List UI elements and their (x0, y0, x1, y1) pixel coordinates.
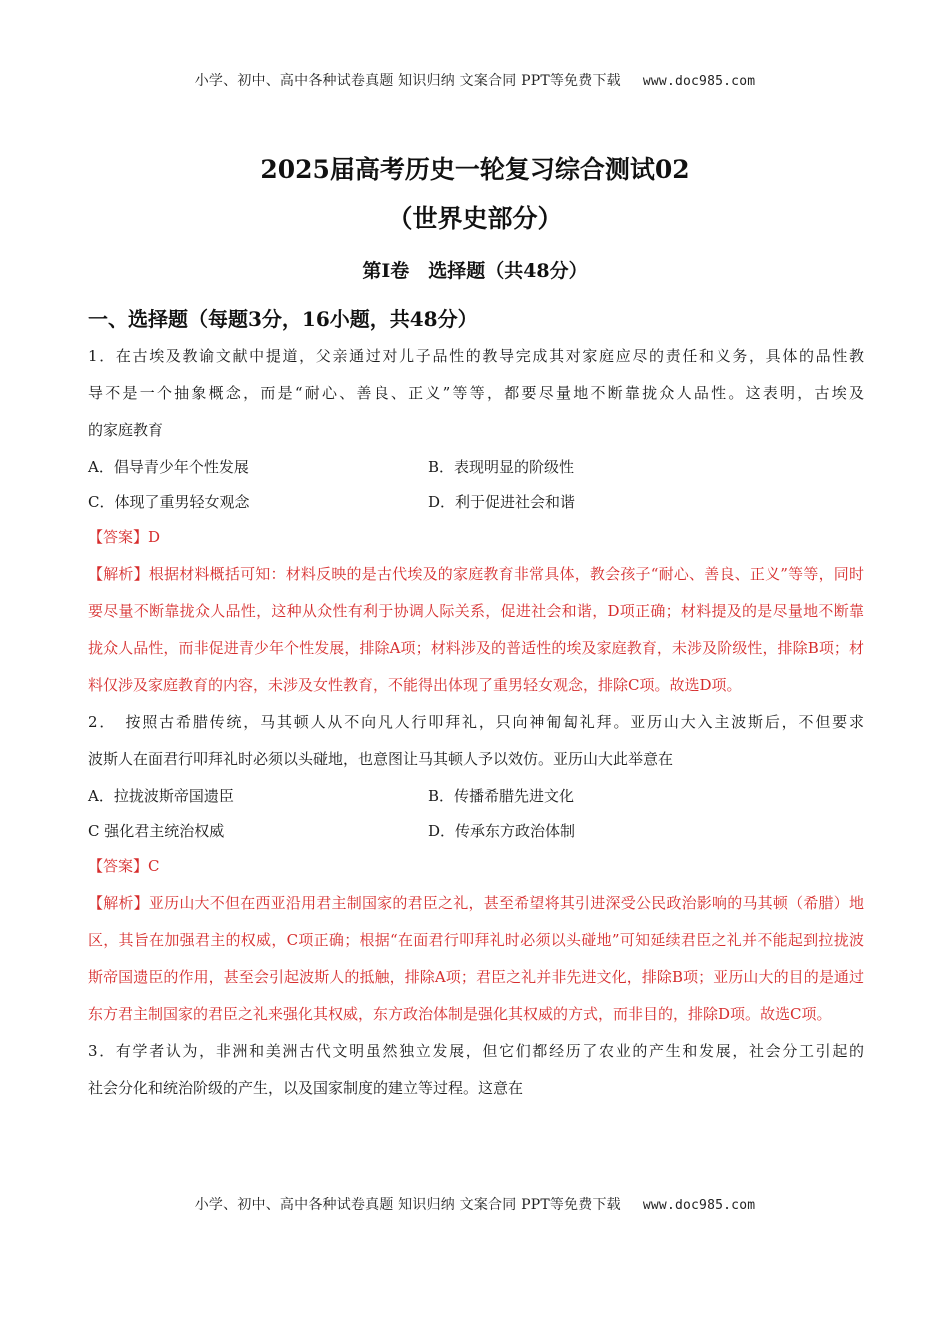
q2-option-d: D．传承东方政治体制 (428, 822, 576, 840)
q1-options-row-1 (88, 449, 864, 484)
q1-options-row-2 (88, 484, 864, 519)
footer-text: 小学、初中、高中各种试卷真题 知识归纳 文案合同 PPT等免费下载 (194, 1197, 621, 1213)
header-text: 小学、初中、高中各种试卷真题 知识归纳 文案合同 PPT等免费下载 (194, 73, 621, 89)
section-title: 第Ⅰ卷 选择题（共48分） (362, 260, 588, 282)
q1-option-c: C．体现了重男轻女观念 (88, 493, 250, 511)
question-3 (88, 1033, 864, 1107)
q1-stem-line-3: 的家庭教育 (88, 421, 164, 439)
q2-options-row-1 (88, 778, 864, 813)
q1-option-d: D．利于促进社会和谐 (428, 493, 576, 511)
footer-url[interactable]: www.doc985.com (642, 1198, 756, 1213)
q3-stem-line-2: 社会分化和统治阶级的产生，以及国家制度的建立等过程。这意在 (88, 1079, 524, 1097)
exam-title: 2025届高考历史一轮复习综合测试02 (260, 155, 690, 184)
q1-option-b: B．表现明显的阶级性 (428, 458, 575, 476)
part-heading: 一、选择题（每题3分，16小题，共48分） (88, 307, 478, 331)
q2-options-row-2 (88, 813, 864, 848)
q2-option-c: C 强化君主统治权威 (88, 822, 225, 840)
q2-option-b: B．传播希腊先进文化 (428, 787, 575, 805)
question-1 (88, 338, 864, 704)
q1-stem-line-2: 导不是一个抽象概念，而是“耐心、善良、正义”等等，都要尽量地不断靠拢众人品性。这表明，古埃及 (88, 384, 864, 402)
exam-subtitle: （世界史部分） (387, 204, 563, 233)
q2-stem-line-2: 波斯人在面君行叩拜礼时必须以头碰地，也意图让马其顿人予以效仿。亚历山大此举意在 (88, 750, 674, 768)
q1-analysis: 【解析】根据材料概括可知：材料反映的是古代埃及的家庭教育非常具体，教会孩子“耐心、善良、正义”等等，同时要尽量不断靠拢众人品性，这种从众性有利于协调人际关系，促进社会和谐，D项正确；材料提及的是尽量地不断靠拢众人品性，而非促进青少年个性发展，排除A项；材料涉及的普适性的埃及家庭教育，未涉及阶级性，排除B项；材料仅涉及家庭教育的内容，未涉及女性教育，不能得出体现了重男轻女观念，排除C项。故选D项。 (88, 565, 864, 694)
q3-stem-line-1: 3．有学者认为，非洲和美洲古代文明虽然独立发展，但它们都经历了农业的产生和发展，社会分工引起的 (88, 1042, 864, 1060)
q1-answer: 【答案】D (88, 528, 161, 546)
question-content (88, 338, 864, 1107)
question-2 (88, 704, 864, 1033)
q2-stem-line-1: 2． 按照古希腊传统，马其顿人从不向凡人行叩拜礼，只向神匍匐礼拜。亚历山大入主波斯后，不但要求 (88, 713, 864, 731)
q2-answer: 【答案】C (88, 857, 160, 875)
page-footer (0, 1194, 950, 1214)
q1-stem-line-1: 1．在古埃及教谕文献中提道，父亲通过对儿子品性的教导完成其对家庭应尽的责任和义务，具体的品性教 (88, 347, 864, 365)
page-header (0, 70, 950, 90)
header-url[interactable]: www.doc985.com (642, 74, 756, 89)
q2-option-a: A．拉拢波斯帝国遗臣 (88, 787, 234, 805)
q1-option-a: A．倡导青少年个性发展 (88, 458, 249, 476)
q2-analysis: 【解析】亚历山大不但在西亚沿用君主制国家的君臣之礼，甚至希望将其引进深受公民政治影响的马其顿（希腊）地区，其旨在加强君主的权威，C项正确；根据“在面君行叩拜礼时必须以头碰地”可知延续君臣之礼并不能起到拉拢波斯帝国遗臣的作用，甚至会引起波斯人的抵触，排除A项；君臣之礼并非先进文化，排除B项；亚历山大的目的是通过东方君主制国家的君臣之礼来强化其权威，东方政治体制是强化其权威的方式，而非目的，排除D项。故选C项。 (88, 894, 864, 1023)
